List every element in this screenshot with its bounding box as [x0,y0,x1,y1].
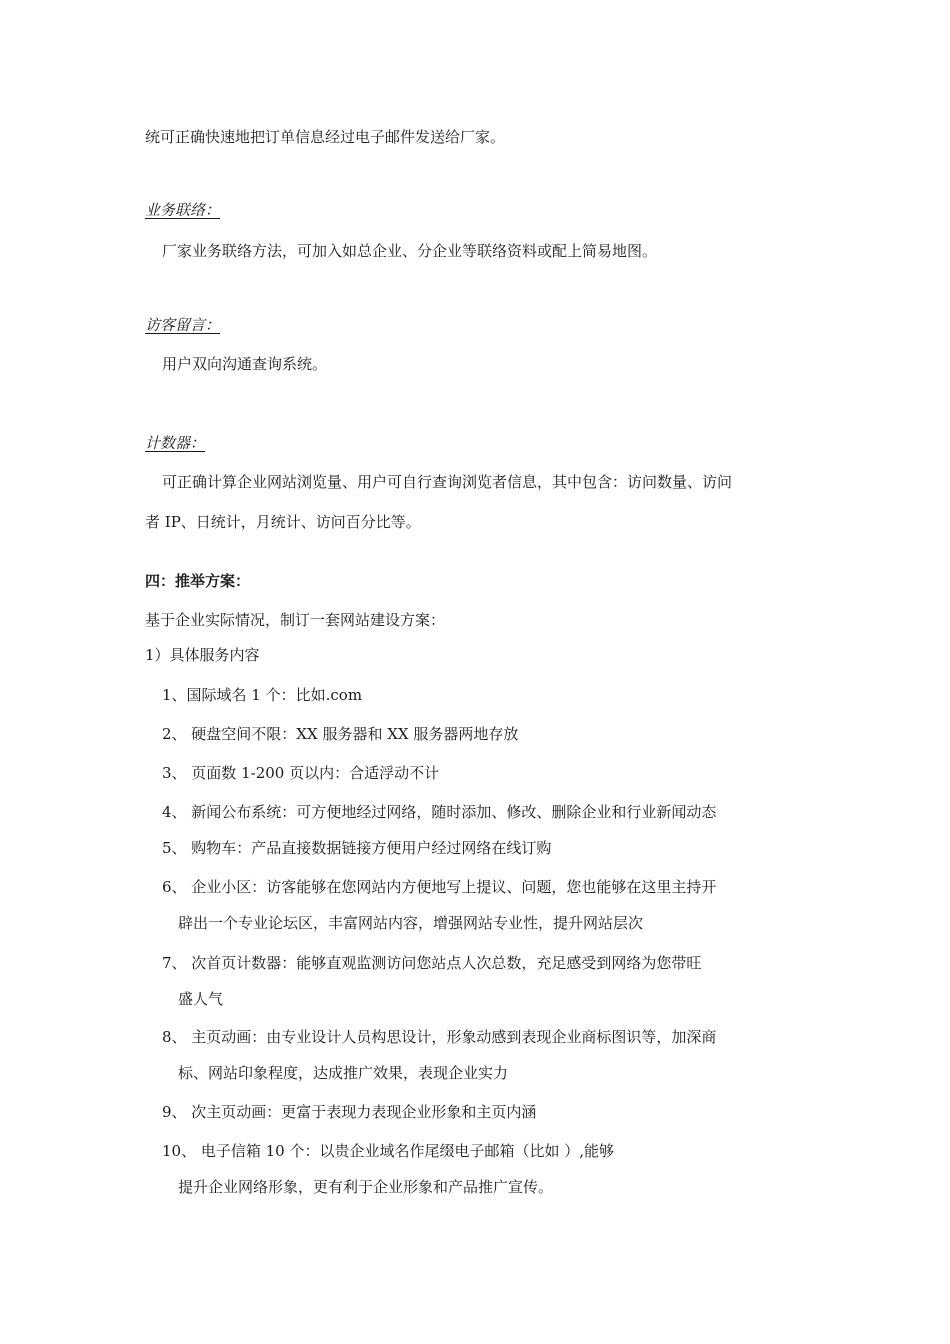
recommend-heading: 四：推举方案： [145,572,251,590]
list-item-7-line2: 盛人气 [178,990,224,1008]
recommend-subheading: 1）具体服务内容 [145,646,260,664]
intro-line: 统可正确快速地把订单信息经过电子邮件发送给厂家。 [145,128,506,146]
list-item-10-line1: 10、 电子信箱 10 个：以贵企业域名作尾缀电子邮箱（比如 ）,能够 [162,1142,615,1160]
recommend-intro: 基于企业实际情况，制订一套网站建设方案： [145,611,446,629]
list-item-1: 1、国际域名 1 个：比如.com [162,686,363,704]
section-title-counter: 计数器： [145,434,206,452]
list-item-7-line1: 7、 次首页计数器：能够直观监测访问您站点人次总数，充足感受到网络为您带旺 [162,954,702,972]
list-item-8-line1: 8、 主页动画：由专业设计人员构思设计，形象动感到表现企业商标图识等，加深商 [162,1028,717,1046]
section-title-business-contact: 业务联络： [145,201,221,219]
list-item-9: 9、 次主页动画：更富于表现力表现企业形象和主页内涵 [162,1103,537,1121]
list-item-10-line2: 提升企业网络形象，更有利于企业形象和产品推广宣传。 [178,1178,554,1196]
list-item-6-line1: 6、 企业小区：访客能够在您网站内方便地写上提议、问题，您也能够在这里主持开 [162,878,717,896]
section-title-guestbook: 访客留言： [145,316,221,334]
list-item-5: 5、 购物车：产品直接数据链接方便用户经过网络在线订购 [162,839,552,857]
list-item-3: 3、 页面数 1-200 页以内：合适浮动不计 [162,764,440,782]
list-item-8-line2: 标、网站印象程度，达成推广效果，表现企业实力 [178,1064,509,1082]
list-item-2: 2、 硬盘空间不限：XX 服务器和 XX 服务器两地存放 [162,725,519,743]
section-text-counter-line1: 可正确计算企业网站浏览量、用户可自行查询浏览者信息，其中包含：访问数量、访问 [162,473,733,491]
section-text-business-contact: 厂家业务联络方法，可加入如总企业、分企业等联络资料或配上简易地图。 [162,242,658,260]
section-text-guestbook: 用户双向沟通查询系统。 [162,355,328,373]
list-item-6-line2: 辟出一个专业论坛区，丰富网站内容，增强网站专业性，提升网站层次 [178,914,644,932]
section-text-counter-line2: 者 IP、日统计，月统计、访问百分比等。 [145,513,421,531]
list-item-4: 4、 新闻公布系统：可方便地经过网络，随时添加、修改、删除企业和行业新闻动态 [162,803,717,821]
